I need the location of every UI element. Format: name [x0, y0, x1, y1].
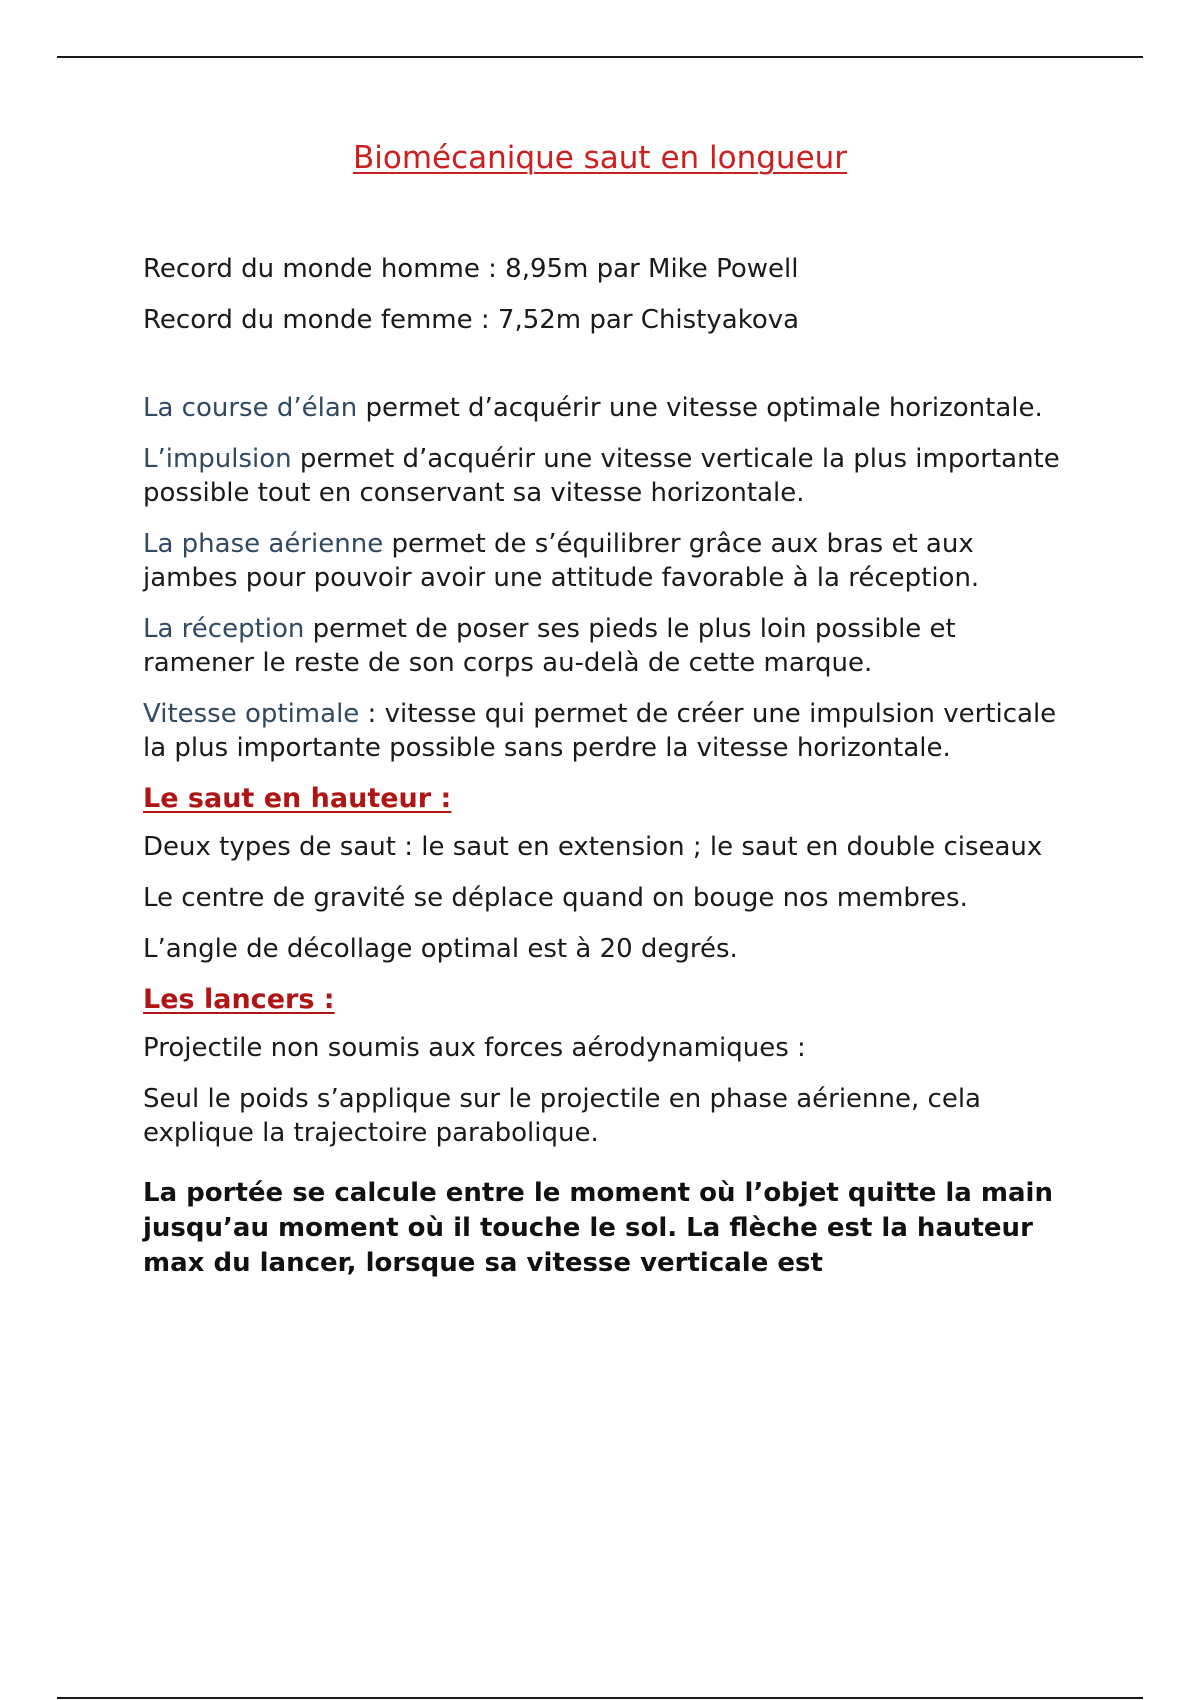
record-men: Record du monde homme : 8,95m par Mike Powell	[143, 254, 799, 284]
record-women: Record du monde femme : 7,52m par Chistyakova	[143, 305, 800, 335]
phase-text: permet de poser ses pieds le plus loin possible et ramener le reste de son corps au-delà de cette marque.	[143, 614, 956, 678]
phase-takeoff	[143, 442, 1063, 510]
phase-text: permet d’acquérir une vitesse optimale horizontale.	[357, 393, 1043, 423]
phase-term: Vitesse optimale	[143, 699, 360, 729]
section-heading-high-jump: Le saut en hauteur :	[143, 783, 452, 814]
throws-bold-paragraph: La portée se calcule entre le moment où l’objet quitte la main jusqu’au moment où il touche le sol. La flèche est la hauteur max du lancer, lorsque sa vitesse verticale est	[143, 1178, 1053, 1278]
phase-flight	[143, 527, 1063, 595]
high-jump-paragraph: Le centre de gravité se déplace quand on bouge nos membres.	[143, 883, 968, 913]
document-body	[143, 252, 1063, 1307]
section-heading-throws: Les lancers :	[143, 984, 335, 1015]
page-title: Biomécanique saut en longueur	[352, 140, 848, 176]
phase-term: La course d’élan	[143, 393, 358, 423]
phase-text: permet d’acquérir une vitesse verticale la plus importante possible tout en conservant sa vitesse horizontale.	[143, 444, 1060, 508]
phase-term: L’impulsion	[143, 444, 292, 474]
phase-term: La réception	[143, 614, 305, 644]
phase-text: : vitesse qui permet de créer une impulsion verticale la plus importante possible sans perdre la vitesse horizontale.	[143, 699, 1057, 763]
high-jump-paragraph: L’angle de décollage optimal est à 20 degrés.	[143, 934, 738, 964]
throws-paragraph: Seul le poids s’applique sur le projectile en phase aérienne, cela explique la trajectoire parabolique.	[143, 1084, 981, 1148]
high-jump-paragraph: Deux types de saut : le saut en extension ; le saut en double ciseaux	[143, 832, 1043, 862]
top-rule	[57, 56, 1143, 58]
throws-paragraph: Projectile non soumis aux forces aérodynamiques :	[143, 1033, 806, 1063]
phase-run-up	[143, 391, 1063, 425]
phase-text: permet de s’équilibrer grâce aux bras et aux jambes pour pouvoir avoir une attitude favorable à la réception.	[143, 529, 980, 593]
phase-landing	[143, 612, 1063, 680]
optimal-speed-definition	[143, 697, 1063, 765]
bottom-rule	[57, 1697, 1143, 1699]
phase-term: La phase aérienne	[143, 529, 384, 559]
